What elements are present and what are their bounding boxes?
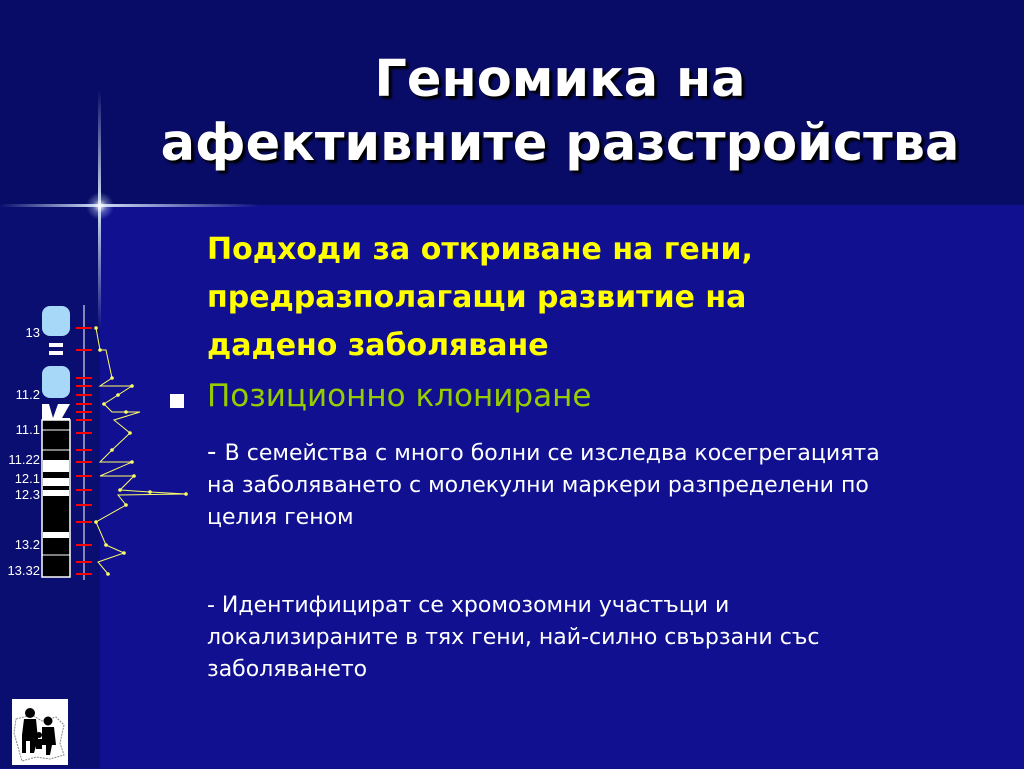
paragraph-identification [207, 590, 987, 686]
paragraph2-line-3: заболяването [207, 657, 368, 682]
slide-subtitle [207, 226, 987, 370]
band-label-11-1: 11.1 [15, 422, 40, 437]
chromosome-ideogram [0, 300, 200, 585]
title-line-2: афективните разстройства [160, 114, 960, 173]
slide-title [150, 48, 970, 176]
paragraph-dash: - [207, 437, 225, 467]
band-label-12-3: 12.3 [14, 487, 40, 502]
light-flare [86, 192, 114, 220]
subtitle-line-1: Подходи за откриване на гени, [207, 232, 753, 267]
band-label-13-32: 13.32 [7, 563, 40, 578]
bullet-text: Позиционно клониране [207, 378, 592, 414]
band-label-12-1: 12.1 [14, 471, 40, 486]
paragraph2-line-1: - Идентифицират се хромозомни участъци и [207, 593, 730, 618]
paragraph1-line-1: В семейства с много болни се изследва косегрегацията [224, 441, 880, 466]
subtitle-line-3: дадено заболяване [207, 328, 549, 363]
subtitle-line-2: предразполагащи развитие на [207, 280, 747, 315]
family-figures-icon [12, 699, 68, 765]
band-label-13: 13 [25, 325, 40, 340]
family-figures-logo [12, 699, 68, 765]
paragraph-cosegregation [207, 436, 987, 534]
light-streak-horizontal [0, 204, 260, 207]
band-label-13-2: 13.2 [14, 537, 40, 552]
title-line-1: Геномика на [374, 50, 746, 109]
paragraph2-line-2: локализираните в тях гени, най-силно свързани със [207, 625, 820, 650]
paragraph1-line-3: целия геном [207, 505, 354, 530]
band-label-11-2: 11.2 [15, 387, 40, 402]
paragraph1-line-2: на заболяването с молекулни маркери разпределени по [207, 473, 869, 498]
band-label-11-22: 11.22 [8, 452, 40, 467]
